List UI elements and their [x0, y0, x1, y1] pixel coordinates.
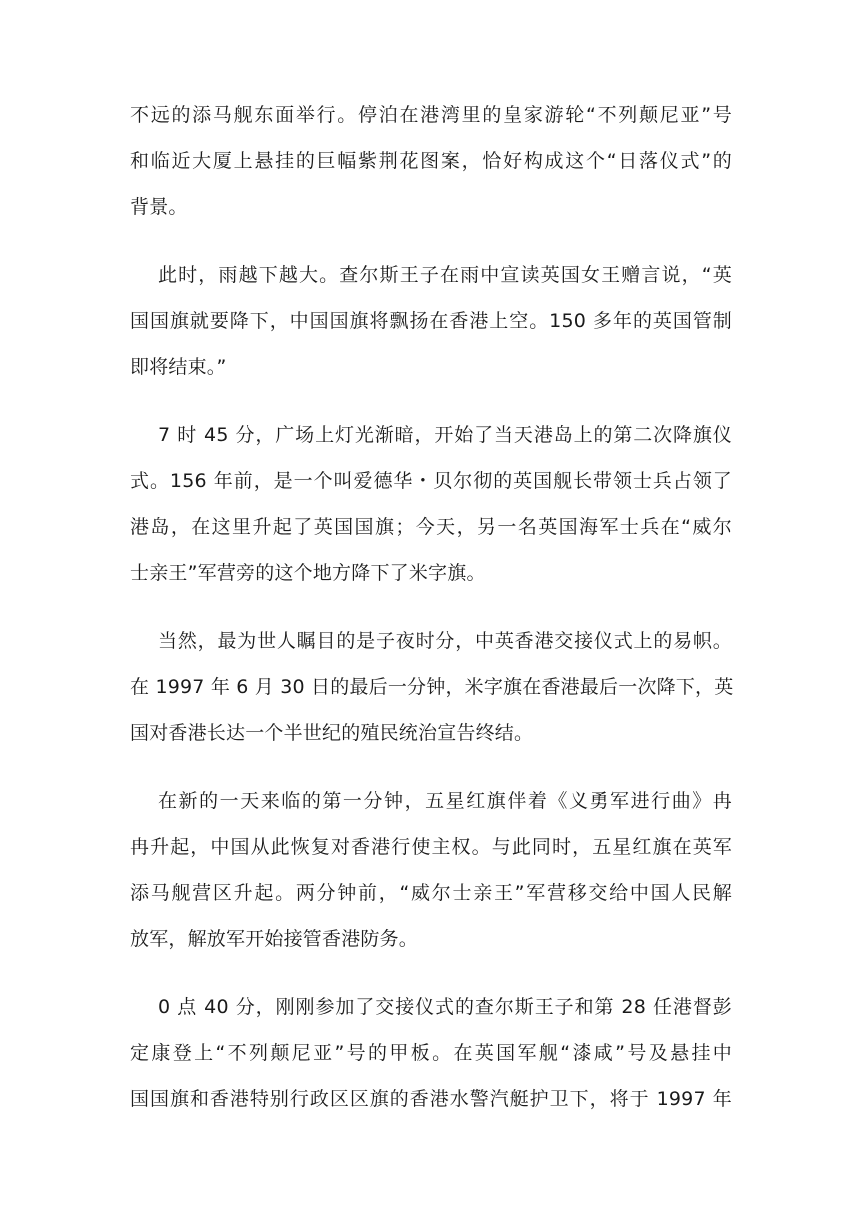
- text-line: 背景。: [130, 196, 188, 218]
- text-line: 和临近大厦上悬挂的巨幅紫荆花图案，恰好构成这个“日落仪式”的: [130, 150, 732, 172]
- text-line: 0 点 40 分，刚刚参加了交接仪式的查尔斯王子和第 28 任港督彭: [158, 996, 732, 1018]
- text-line: 7 时 45 分，广场上灯光渐暗，开始了当天港岛上的第二次降旗仪: [158, 424, 732, 446]
- text-line: 冉升起，中国从此恢复对香港行使主权。与此同时，五星红旗在英军: [130, 836, 732, 858]
- text-line: 定康登上“不列颠尼亚”号的甲板。在英国军舰“漆咸”号及悬挂中: [130, 1042, 732, 1064]
- text-line: 国国旗和香港特别行政区区旗的香港水警汽艇护卫下，将于 1997 年: [130, 1088, 732, 1110]
- paragraph-2: [130, 252, 732, 390]
- text-line: 在新的一天来临的第一分钟，五星红旗伴着《义勇军进行曲》冉: [158, 790, 732, 812]
- paragraph-6: [130, 984, 732, 1122]
- text-line: 港岛，在这里升起了英国国旗；今天，另一名英国海军士兵在“威尔: [130, 516, 732, 538]
- paragraph-5: [130, 778, 732, 962]
- text-line: 士亲王”军营旁的这个地方降下了米字旗。: [130, 562, 486, 584]
- document-body: [130, 92, 732, 1144]
- text-line: 放军，解放军开始接管香港防务。: [130, 928, 419, 950]
- paragraph-4: [130, 618, 732, 756]
- text-line: 不远的添马舰东面举行。停泊在港湾里的皇家游轮“不列颠尼亚”号: [130, 104, 732, 126]
- text-line: 即将结束。”: [130, 356, 227, 378]
- text-line: 国对香港长达一个半世纪的殖民统治宣告终结。: [130, 722, 534, 744]
- text-line: 添马舰营区升起。两分钟前，“威尔士亲王”军营移交给中国人民解: [130, 882, 732, 904]
- text-line: 在 1997 年 6 月 30 日的最后一分钟，米字旗在香港最后一次降下，英: [130, 676, 734, 698]
- paragraph-3: [130, 412, 732, 596]
- text-line: 国国旗就要降下，中国国旗将飘扬在香港上空。150 多年的英国管制: [130, 310, 732, 332]
- text-line: 式。156 年前，是一个叫爱德华・贝尔彻的英国舰长带领士兵占领了: [130, 470, 732, 492]
- text-line: 此时，雨越下越大。查尔斯王子在雨中宣读英国女王赠言说，“英: [158, 264, 732, 286]
- paragraph-1: [130, 92, 732, 230]
- text-line: 当然，最为世人瞩目的是子夜时分，中英香港交接仪式上的易帜。: [158, 630, 732, 652]
